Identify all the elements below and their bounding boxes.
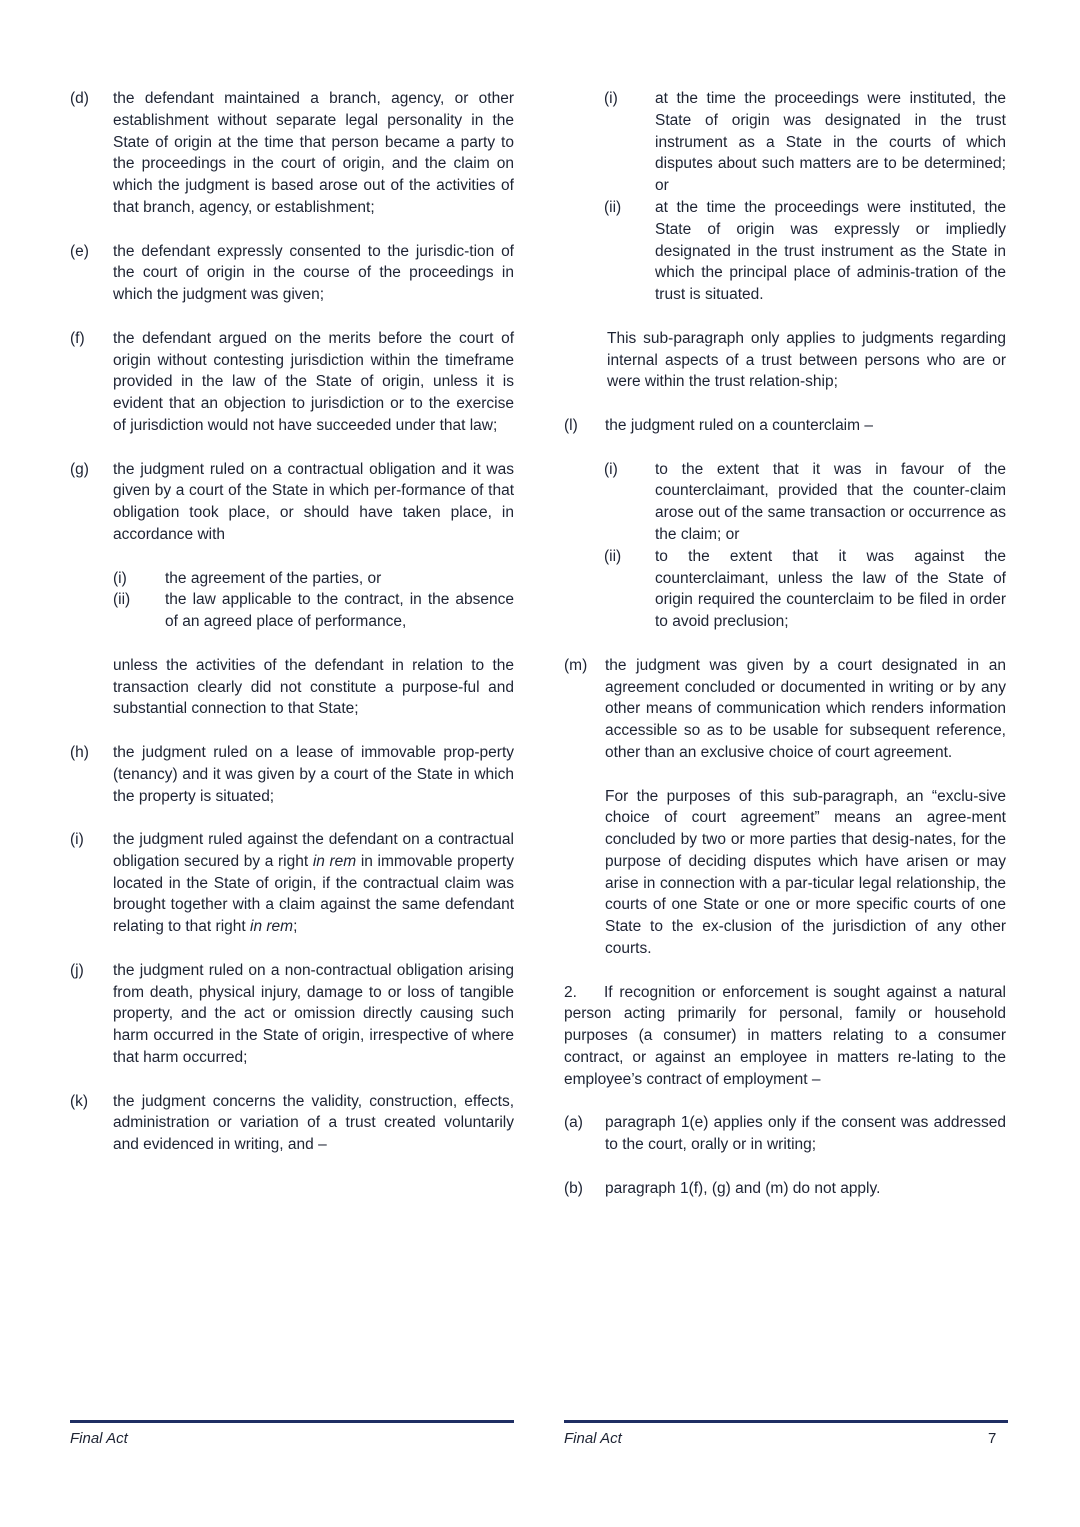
sub-text: to the extent that it was against the counterclaimant, unless the law of the State of origin required the counterclaim to be filed in order to avoid preclusion;: [655, 547, 1006, 631]
item-label: (l): [564, 416, 578, 434]
item-label: (f): [70, 329, 85, 347]
item-k: [70, 1091, 514, 1156]
footer-rule-left: [70, 1420, 514, 1423]
sub-label: (i): [604, 460, 618, 478]
item-text: the judgment ruled against the defendant on a contractual obligation secured by a right in rem in immovable property located in the State of origin, if the contractual claim was brought together with a claim against the same defendant relating to that right in rem;: [113, 831, 514, 936]
item-label: (i): [70, 831, 84, 849]
footer-title-left: Final Act: [70, 1430, 128, 1447]
item-text: the judgment was given by a court designated in an agreement concluded or documented in writing or by any other means of communication which renders information accessible so as to be usable for subsequent reference, other than an exclusive choice of court agreement.: [605, 656, 1006, 761]
item-k-sub-ii: [604, 197, 1006, 306]
paragraph-text: If recognition or enforcement is sought against a natural person acting primarily for personal, family or household purposes (a consumer) in matters relating to a consumer contract, or against an employee in matters re-lating to the employee’s contract of employment –: [564, 983, 1006, 1088]
sub-text: at the time the proceedings were instituted, the State of origin was expressly or impliedly designated in the trust instrument as the State in which the principal place of adminis-tration of the trust is situated.: [655, 198, 1006, 304]
item-a: [564, 1112, 1006, 1156]
item-text: the defendant expressly consented to the jurisdic-tion of the court of origin in the course of the proceedings in which the judgment was given;: [113, 242, 514, 304]
item-text: the judgment concerns the validity, construction, effects, administration or variation of a trust created voluntarily and evidenced in writing, and –: [113, 1092, 514, 1154]
sub-label: (i): [604, 90, 618, 107]
left-column: [70, 88, 514, 1178]
item-text: the judgment ruled on a contractual obligation and it was given by a court of the State in which per-formance of that obligation took place, or should have taken place, in accordance with: [113, 460, 514, 543]
item-text: paragraph 1(e) applies only if the consent was addressed to the court, orally or in writing;: [605, 1114, 1006, 1154]
item-k-sub-i: [604, 88, 1006, 197]
item-g: [70, 459, 514, 546]
item-l: [564, 415, 1006, 437]
item-label: (b): [564, 1179, 583, 1197]
item-label: (e): [70, 242, 89, 260]
sub-label: (ii): [113, 591, 131, 609]
sub-text: to the extent that it was in favour of the counterclaimant, provided that the counter-claim arose out of the same transaction or occurrence as the claim; or: [655, 460, 1006, 543]
item-g-tail: unless the activities of the defendant in relation to the transaction clearly did not constitute a purpose-ful and substantial connection to that State;: [113, 656, 514, 718]
sub-text: the law applicable to the contract, in the absence of an agreed place of performance,: [165, 591, 514, 631]
item-b: [564, 1178, 1006, 1200]
item-h: [70, 742, 514, 807]
item-i: [70, 829, 514, 938]
item-g-sub-i: [113, 568, 514, 590]
item-d: [70, 88, 514, 219]
item-text: the defendant maintained a branch, agency, or other establishment without separate legal personality in the State of origin at the time that person became a party to the proceedings in the court of origin, and the claim on which the judgment is based arose out of the activities of that branch, agency, or establishment;: [113, 90, 514, 216]
sub-label: (i): [113, 569, 127, 587]
item-g-sub-ii: [113, 589, 514, 633]
sub-text: the agreement of the parties, or: [165, 569, 382, 587]
item-text: the judgment ruled on a non-contractual obligation arising from death, physical injury, damage to or loss of tangible property, and the act or omission directly causing such harm occurred in the State of origin, irrespective of where that harm occurred;: [113, 961, 514, 1067]
item-l-sub-ii: [604, 546, 1006, 633]
item-m-note: For the purposes of this sub-paragraph, an “exclu-sive choice of court agreement” means an agree-ment concluded by two or more parties that desig-nates, for the purpose of deciding disputes which have arisen or may arise in connection with a par-ticular legal relationship, the courts of one State or one or more specific courts of one State to the ex-clusion of the jurisdiction of any other courts.: [605, 787, 1006, 958]
item-label: (a): [564, 1114, 583, 1132]
sub-text: at the time the proceedings were instituted, the State of origin was designated in the trust instrument as a State in the courts of which disputes about such matters are to be determined; or: [655, 90, 1006, 195]
footer-rule-right: [564, 1420, 1008, 1423]
item-text: the defendant argued on the merits before the court of origin without contesting jurisdiction within the timeframe provided in the law of the State of origin, unless it is evident that an objection to jurisdiction or to the exercise of jurisdiction would not have succeeded under that law;: [113, 329, 514, 434]
item-label: (k): [70, 1092, 89, 1110]
item-label: (g): [70, 460, 89, 478]
page-number: 7: [988, 1430, 997, 1447]
right-column: [564, 88, 1006, 1221]
item-label: (h): [70, 743, 89, 761]
item-label: (d): [70, 90, 89, 107]
item-m: [564, 655, 1006, 764]
sub-label: (ii): [604, 547, 622, 565]
item-text: the judgment ruled on a lease of immovable prop-perty (tenancy) and it was given by a court of the State in which the property is situated;: [113, 743, 514, 805]
item-k-note: This sub-paragraph only applies to judgments regarding internal aspects of a trust between persons who are or were within the trust relation-ship;: [607, 329, 1006, 391]
item-j: [70, 960, 514, 1069]
item-label: (j): [70, 961, 84, 979]
paragraph-number: 2.: [564, 983, 577, 1001]
item-l-sub-i: [604, 459, 1006, 546]
paragraph-2: [564, 982, 1006, 1091]
item-text: the judgment ruled on a counterclaim –: [605, 416, 873, 434]
sub-label: (ii): [604, 198, 622, 216]
item-f: [70, 328, 514, 437]
item-label: (m): [564, 656, 588, 674]
item-e: [70, 241, 514, 306]
item-text: paragraph 1(f), (g) and (m) do not apply.: [605, 1179, 881, 1197]
footer-title-right: Final Act: [564, 1430, 622, 1447]
